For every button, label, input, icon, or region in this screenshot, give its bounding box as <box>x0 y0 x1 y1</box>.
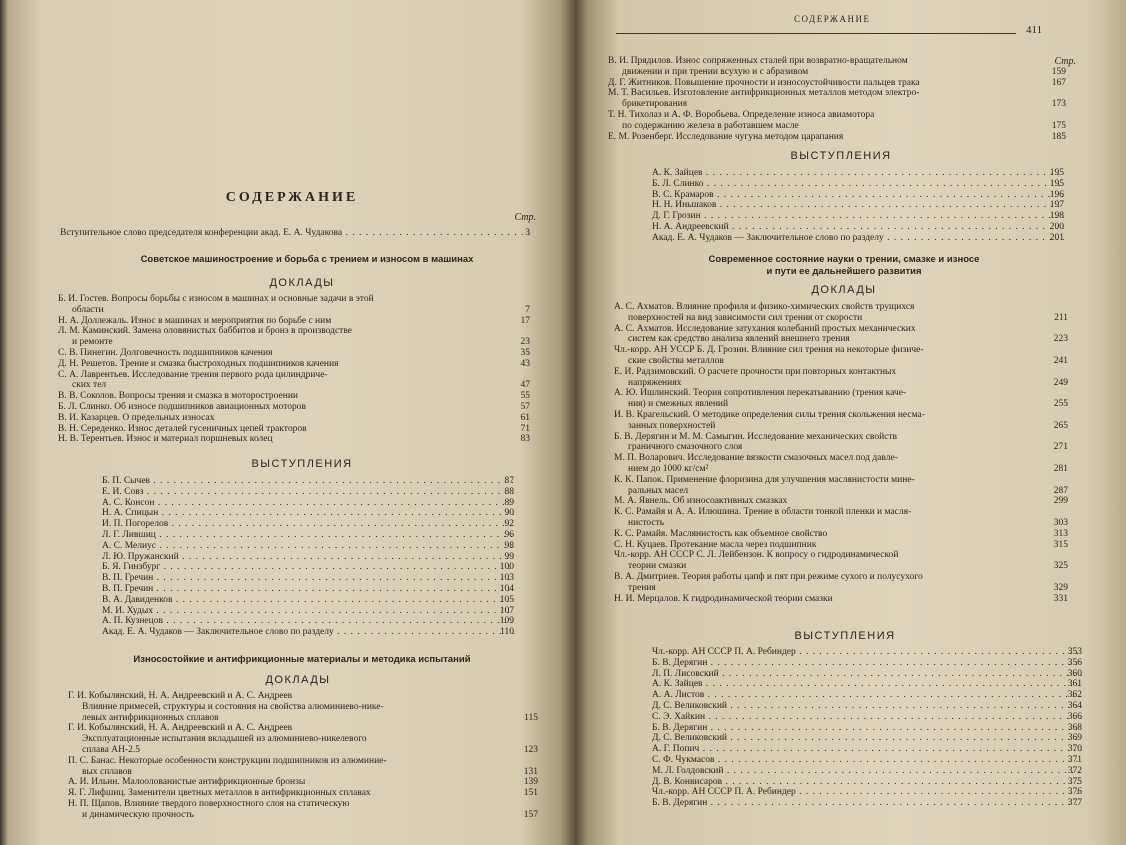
talk-page: 362 <box>1067 690 1082 701</box>
toc-entry <box>68 777 538 788</box>
toc-entry <box>58 359 530 370</box>
talk-entry <box>652 766 1082 777</box>
entry-page: 17 <box>520 315 530 326</box>
entry-page: 157 <box>523 809 538 820</box>
entry-page: 331 <box>1053 593 1068 604</box>
toc-entry <box>614 550 1068 572</box>
entry-line: трения <box>628 582 656 593</box>
entry-page: 123 <box>523 744 538 755</box>
talk-page: 353 <box>1067 647 1082 657</box>
talk-page: 198 <box>1049 211 1064 222</box>
entry-line: ских тел <box>72 380 107 391</box>
entry-page: 47 <box>520 380 530 391</box>
talk-name: А. Г. Попич . . . <box>652 744 1082 754</box>
talk-name: Чл.-корр. АН СССР П. А. Ребиндер . . . <box>652 787 1082 797</box>
entry-line: К. К. Папок. Применение флоризина для улучшения маслянистости мине- <box>614 474 915 485</box>
entry-page: 159 <box>1051 66 1066 77</box>
toc-entry <box>58 413 530 424</box>
entry-line: Чл.-корр. АН СССР С. Л. Лейбензон. К вопросу о гидродинамической <box>614 550 899 561</box>
talk-entry <box>652 755 1082 766</box>
talk-page: 88 <box>504 486 514 497</box>
entry-page: 329 <box>1053 582 1068 593</box>
entry-page: 265 <box>1053 420 1068 431</box>
talk-name: В. П. Гречин . . . <box>102 584 514 594</box>
talk-name: М. Л. Голдовский . . . <box>652 766 1082 776</box>
entry-page: 131 <box>523 766 538 777</box>
toc-entry <box>68 756 538 778</box>
header-rule <box>616 33 1016 34</box>
intro-text: Вступительное слово председателя конференции акад. Е. А. Чудакова . . . <box>60 228 530 238</box>
section3-talks-heading: ВЫСТУПЛЕНИЯ <box>794 630 896 642</box>
talk-name: Б. В. Дерягин . . . <box>652 723 1082 733</box>
talk-entry <box>102 595 514 606</box>
toc-entry <box>614 432 1068 454</box>
entry-line: Н. И. Мерцалов. К гидродинамической теории смазки <box>614 593 833 604</box>
talk-page: 201 <box>1049 232 1064 243</box>
entry-line: и ремонте <box>72 337 113 348</box>
entry-line: М. Т. Васильев. Изготовление антифрикционных металлов методом электро- <box>608 88 920 99</box>
talk-name: Л. П. Лисовский . . . <box>652 669 1082 679</box>
entry-line: Н. В. Терентьев. Износ и материал поршневых колец <box>58 434 273 445</box>
talk-page: 92 <box>504 519 514 530</box>
toc-entry <box>614 529 1068 540</box>
entry-line: В. И. Прядилов. Износ сопряженных сталей при возвратно-вращательном <box>608 56 908 66</box>
toc-entry <box>58 326 530 348</box>
talk-page: 96 <box>504 529 514 540</box>
talk-name: С. Ф. Чукмасов . . . <box>652 755 1082 765</box>
section2-reports-heading: ДОКЛАДЫ <box>265 674 331 686</box>
entry-line: нистость <box>628 517 665 528</box>
talk-entry <box>102 573 514 584</box>
talk-name: Н. А. Спицын . . . <box>102 508 514 518</box>
section3-title-line2: и пути ее дальнейшего развития <box>766 266 922 277</box>
entry-line: брикетирования <box>622 99 688 110</box>
talk-entry <box>652 723 1082 734</box>
entry-line: В. А. Дмитриев. Теория работы цапф и пят при режиме сухого и полусухого <box>614 571 923 582</box>
entry-page: 71 <box>520 423 530 434</box>
entry-line: сплава АН-2.5 <box>82 744 140 755</box>
talks1-heading: ВЫСТУПЛЕНИЯ <box>790 150 892 162</box>
talk-name: Н. Н. Иньшаков . . . <box>652 200 1064 210</box>
page-column-label: Стр. <box>514 212 536 223</box>
talk-page: 375 <box>1067 776 1082 787</box>
entry-line: ния) и смежных явлений <box>628 399 729 410</box>
toc-entry <box>614 496 1068 507</box>
entry-line: Б. Л. Слинко. Об износе подшипников авиационных моторов <box>58 401 306 412</box>
entry-line: Чл.-корр. АН УССР Б. Д. Грозин. Влияние сил трения на некоторые физиче- <box>614 345 924 356</box>
entry-line: Б. И. Гостев. Вопросы борьбы с износом в машинах и основные задачи в этой <box>58 294 374 304</box>
toc-entry <box>614 594 1068 605</box>
entry-line: А. С. Ахматов. Исследование затухания колебаний простых механических <box>614 323 916 334</box>
entry-page: 211 <box>1054 312 1068 323</box>
entry-page: 139 <box>523 777 538 788</box>
talk-page: 356 <box>1067 657 1082 668</box>
intro-entry-block <box>60 228 530 239</box>
talk-page: 99 <box>504 551 514 562</box>
entry-line: левых антифрикционных сплавов <box>82 712 219 723</box>
talk-page: 368 <box>1067 722 1082 733</box>
entry-line: С. Н. Куцаев. Протекание масла через подшипник <box>614 539 817 550</box>
intro-entry <box>60 228 530 239</box>
right-page <box>594 0 1114 845</box>
talk-name: Б. Л. Слинко . . . <box>652 179 1064 189</box>
entry-line: Е. М. Розенберг. Исследование чугуна методом царапания <box>608 131 844 142</box>
entry-line: по содержанию железа в работавшем масле <box>622 120 799 131</box>
toc-entry <box>614 345 1068 367</box>
entry-line: занных поверхностей <box>628 420 716 431</box>
talk-entry <box>652 179 1064 190</box>
talk-name: А. К. Зайцев . . . <box>652 679 1082 689</box>
talk-entry <box>652 744 1082 755</box>
talk-page: 366 <box>1067 711 1082 722</box>
toc-entry <box>68 723 538 755</box>
entry-line: Г. И. Кобылянский, Н. А. Андреевский и А. С. Андреев <box>68 723 293 734</box>
page-number: 411 <box>1026 24 1043 36</box>
section3-reports-heading: ДОКЛАДЫ <box>811 284 877 296</box>
section3-reports-list <box>614 302 1068 604</box>
talk-entry <box>652 200 1064 211</box>
entry-line: теории смазки <box>628 561 687 572</box>
talk-name: Б. Я. Гинзбург . . . <box>102 562 514 572</box>
talk-entry <box>652 701 1082 712</box>
talk-entry <box>652 712 1082 723</box>
contents-title: СОДЕРЖАНИЕ <box>225 190 359 205</box>
talk-page: 195 <box>1049 168 1064 178</box>
entry-line: систем как средство анализа явлений внешнего трения <box>628 334 850 345</box>
talk-entry <box>102 562 514 573</box>
toc-entry <box>614 324 1068 346</box>
toc-entry <box>608 132 1066 143</box>
talk-name: Акад. Е. А. Чудаков — Заключительное слово по разделу . . . <box>102 627 514 637</box>
talk-name: Д. Г. Грозин . . . <box>652 211 1064 221</box>
talk-name: Е. И. Совз . . . <box>102 487 514 497</box>
entry-page: 249 <box>1053 377 1068 388</box>
talk-page: 196 <box>1049 189 1064 200</box>
toc-entry <box>58 370 530 392</box>
toc-entry <box>614 453 1068 475</box>
entry-line: М. А. Явнель. Об износоактивных смазках <box>614 496 788 507</box>
entry-line: Влияние примесей, структуры и состояния на свойства алюминиево-нике- <box>82 701 384 712</box>
entry-page: 35 <box>520 347 530 358</box>
talk-entry <box>102 627 514 638</box>
entry-line: граничного смазочного слоя <box>628 442 743 453</box>
talk-page: 89 <box>504 497 514 508</box>
talk-entry <box>652 658 1082 669</box>
entry-page: 223 <box>1053 334 1068 345</box>
talk-page: 371 <box>1067 754 1082 765</box>
talk-name: В. С. Крамаров . . . <box>652 190 1064 200</box>
talk-page: 195 <box>1049 178 1064 189</box>
talk-name: Чл.-корр. АН СССР П. А. Ребиндер . . . <box>652 647 1082 657</box>
entry-page: 7 <box>525 304 530 315</box>
entry-page: 115 <box>524 712 538 723</box>
top-reports-list <box>608 56 1066 142</box>
talk-page: 110 <box>500 627 514 638</box>
talk-entry <box>102 508 514 519</box>
entry-page: 173 <box>1051 99 1066 110</box>
toc-entry <box>614 367 1068 389</box>
entry-line: И. В. Крагельский. О методике определения силы трения скольжения несма- <box>614 409 925 420</box>
entry-page: 23 <box>520 337 530 348</box>
toc-entry <box>58 391 530 402</box>
toc-entry <box>68 691 538 723</box>
entry-line: С. В. Пинегин. Долговечность подшипников качения <box>58 347 273 358</box>
talk-page: 109 <box>499 616 514 627</box>
talk-entry <box>102 552 514 563</box>
entry-line: В. Н. Середенко. Износ деталей гусеничных цепей тракторов <box>58 423 307 434</box>
section2-title: Износостойкие и антифрикционные материалы и методика испытаний <box>133 654 471 665</box>
talk-name: Д. В. Конвисаров . . . <box>652 777 1082 787</box>
talk-name: И. П. Погорелов . . . <box>102 519 514 529</box>
talk-page: 370 <box>1067 744 1082 755</box>
talk-page: 197 <box>1049 200 1064 211</box>
entry-page: 43 <box>520 358 530 369</box>
talk-entry <box>652 211 1064 222</box>
entry-line: Эксплуатационные испытания вкладышей из алюминиево-никелевого <box>82 734 367 745</box>
entry-line: Н. П. Щапов. Влияние твердого поверхностного слоя на статическую <box>68 798 350 809</box>
talk-name: А. А. Листов . . . <box>652 690 1082 700</box>
toc-entry <box>614 475 1068 497</box>
talks1-list <box>652 168 1064 244</box>
talk-name: Д. С. Великовский . . . <box>652 733 1082 743</box>
toc-entry <box>614 540 1068 551</box>
talk-entry <box>102 584 514 595</box>
talk-page: 90 <box>504 508 514 519</box>
section1-talks-heading: ВЫСТУПЛЕНИЯ <box>251 458 353 470</box>
left-page <box>18 0 566 845</box>
toc-entry <box>608 56 1066 78</box>
entry-page: 325 <box>1053 561 1068 572</box>
entry-line: Я. Г. Лифшиц. Заменители цветных металлов в антифрикционных сплавах <box>68 788 371 799</box>
talk-page: 105 <box>499 594 514 605</box>
talk-entry <box>102 498 514 509</box>
talk-page: 98 <box>504 540 514 551</box>
talk-name: С. Э. Хайкин . . . <box>652 712 1082 722</box>
entry-line: поверхностей на вид зависимости сил трения от скорости <box>628 312 863 323</box>
toc-entry <box>614 410 1068 432</box>
entry-line: М. П. Воларович. Исследование вязкости смазочных масел под давле- <box>614 453 898 464</box>
section2-reports-list <box>68 691 538 821</box>
entry-line: вых сплавов <box>82 766 132 777</box>
talk-entry <box>102 606 514 617</box>
entry-line: области <box>72 304 104 315</box>
talk-entry <box>652 222 1064 233</box>
entry-line: движении и при трении всухую и с абразивом <box>622 66 809 77</box>
entry-line: Д. Н. Решетов. Трение и смазка быстроходных подшипников качения <box>58 358 339 369</box>
toc-entry <box>614 572 1068 594</box>
toc-entry <box>58 424 530 435</box>
talk-name: Л. Г. Лившиц . . . <box>102 530 514 540</box>
entry-line: ральных масел <box>628 485 689 496</box>
talk-page: 200 <box>1049 221 1064 232</box>
entry-page: 281 <box>1053 463 1068 474</box>
toc-entry <box>608 88 1066 110</box>
toc-entry <box>614 302 1068 324</box>
talk-page: 369 <box>1067 733 1082 744</box>
entry-page: 83 <box>520 434 530 445</box>
entry-line: Н. А. Доллежаль. Износ в машинах и мероприятия по борьбе с ним <box>58 315 332 326</box>
talk-name: А. С. Консон . . . <box>102 498 514 508</box>
talk-name: М. И. Худых . . . <box>102 606 514 616</box>
running-title: СОДЕРЖАНИЕ <box>794 14 871 24</box>
talk-page: 372 <box>1067 765 1082 776</box>
toc-entry <box>58 316 530 327</box>
talk-name: А. К. Зайцев . . . <box>652 168 1064 178</box>
section3-talks-list <box>652 647 1082 809</box>
talk-page: 100 <box>499 562 514 573</box>
entry-line: К. С. Рамайя и А. А. Илюшина. Трение в области тонкой пленки и масля- <box>614 507 912 518</box>
talk-page: 107 <box>499 605 514 616</box>
toc-entry <box>608 78 1066 89</box>
talk-name: Б. П. Сычев . . . <box>102 476 514 486</box>
section1-reports-heading: ДОКЛАДЫ <box>269 277 335 289</box>
section1-talks-list <box>102 476 514 638</box>
entry-page: 55 <box>520 391 530 402</box>
entry-line: ские свойства металлов <box>628 355 724 366</box>
talk-page: 104 <box>499 583 514 594</box>
talk-name: Б. В. Дерягин . . . <box>652 798 1082 808</box>
entry-line: Г. И. Кобылянский, Н. А. Андреевский и А. С. Андреев <box>68 691 293 701</box>
talk-entry <box>652 233 1064 244</box>
talk-page: 361 <box>1067 679 1082 690</box>
talk-name: Л. Ю. Пружанский . . . <box>102 552 514 562</box>
section3-title-line1: Современное состояние науки о трении, смазке и износе <box>708 254 980 265</box>
entry-page: 61 <box>520 412 530 423</box>
entry-line: А. Ю. Ишлинский. Теория сопротивления перекатыванию (трения каче- <box>614 388 907 399</box>
talk-page: 360 <box>1067 668 1082 679</box>
toc-entry <box>614 388 1068 410</box>
entry-page: 185 <box>1051 131 1066 142</box>
entry-page: 175 <box>1051 120 1066 131</box>
talk-name: Б. В. Дерягин . . . <box>652 658 1082 668</box>
toc-entry <box>58 402 530 413</box>
toc-entry <box>608 110 1066 132</box>
talk-entry <box>102 541 514 552</box>
entry-line: Д. Г. Житников. Повышение прочности и износоустойчивости пальцев трака <box>608 77 920 88</box>
talk-name: А. С. Мелиус . . . <box>102 541 514 551</box>
entry-page: 303 <box>1053 517 1068 528</box>
entry-line: С. А. Лаврентьев. Исследование трения первого рода цилиндриче- <box>58 369 328 380</box>
toc-entry <box>68 788 538 799</box>
talk-name: Д. С. Великовский . . . <box>652 701 1082 711</box>
entry-line: Т. Н. Тихолаз и А. Ф. Воробьева. Определение износа авиамотора <box>608 109 875 120</box>
toc-entry <box>58 348 530 359</box>
intro-page: 3 <box>525 228 530 238</box>
entry-page: 57 <box>520 401 530 412</box>
page-column-label: Стр. <box>1054 56 1076 67</box>
talk-name: В. А. Давиденков . . . <box>102 595 514 605</box>
entry-page: 313 <box>1053 528 1068 539</box>
entry-page: 255 <box>1053 399 1068 410</box>
toc-entry <box>68 799 538 821</box>
talk-name: Н. А. Андреевский . . . <box>652 222 1064 232</box>
talk-entry <box>652 690 1082 701</box>
talk-entry <box>652 190 1064 201</box>
talk-entry <box>652 647 1082 658</box>
entry-line: и динамическую прочность <box>82 809 194 820</box>
toc-entry <box>614 507 1068 529</box>
talk-page: 87 <box>504 476 514 486</box>
talk-page: 376 <box>1067 787 1082 798</box>
entry-page: 167 <box>1051 77 1066 88</box>
entry-page: 299 <box>1053 496 1068 507</box>
talk-entry <box>102 530 514 541</box>
talk-page: 364 <box>1067 700 1082 711</box>
entry-page: 271 <box>1053 442 1068 453</box>
toc-entry <box>58 434 530 445</box>
talk-entry <box>102 487 514 498</box>
entry-line: Б. В. Дерягин и М. М. Самыгин. Исследование механических свойств <box>614 431 898 442</box>
talk-page: 103 <box>499 573 514 584</box>
entry-line: напряжениях <box>628 377 682 388</box>
talk-entry <box>652 777 1082 788</box>
talk-entry <box>652 733 1082 744</box>
toc-entry <box>58 294 530 316</box>
entry-line: Е. И. Радзимовский. О расчете прочности при повторных контактных <box>614 366 897 377</box>
entry-page: 315 <box>1053 539 1068 550</box>
entry-line: В. И. Казарцев. О предельных износах <box>58 412 215 423</box>
entry-line: В. В. Соколов. Вопросы трения и смазка в моторостроении <box>58 391 299 402</box>
talk-entry <box>102 616 514 627</box>
talk-entry <box>652 679 1082 690</box>
talk-entry <box>102 519 514 530</box>
entry-line: А. И. Ильин. Малоолованистые антифрикционные бронзы <box>68 777 306 788</box>
talk-name: В. П. Гречин . . . <box>102 573 514 583</box>
entry-line: нием до 1000 кг/см² <box>628 463 709 474</box>
talk-entry <box>652 168 1064 179</box>
talk-name: А. П. Кузнецов . . . <box>102 616 514 626</box>
talk-entry <box>652 669 1082 680</box>
entry-line: П. С. Банас. Некоторые особенности конструкции подшипников из алюминие- <box>68 755 387 766</box>
entry-page: 287 <box>1053 485 1068 496</box>
entry-page: 151 <box>523 788 538 799</box>
talk-entry <box>652 787 1082 798</box>
entry-line: Л. М. Каминский. Замена оловянистых баббитов и бронз в производстве <box>58 326 352 337</box>
entry-line: К. С. Рамайя. Маслянистость как объемное свойство <box>614 528 828 539</box>
talk-entry <box>102 476 514 487</box>
talk-entry <box>652 798 1082 809</box>
talk-page: 377 <box>1067 798 1082 809</box>
entry-page: 241 <box>1053 355 1068 366</box>
talk-name: Акад. Е. А. Чудаков — Заключительное слово по разделу . . . <box>652 233 1064 243</box>
entry-line: А. С. Ахматов. Влияние профиля и физико-химических свойств трущихся <box>614 302 915 312</box>
section1-title: Советское машиностроение и борьба с трением и износом в машинах <box>140 254 474 265</box>
section1-reports-list <box>58 294 530 445</box>
